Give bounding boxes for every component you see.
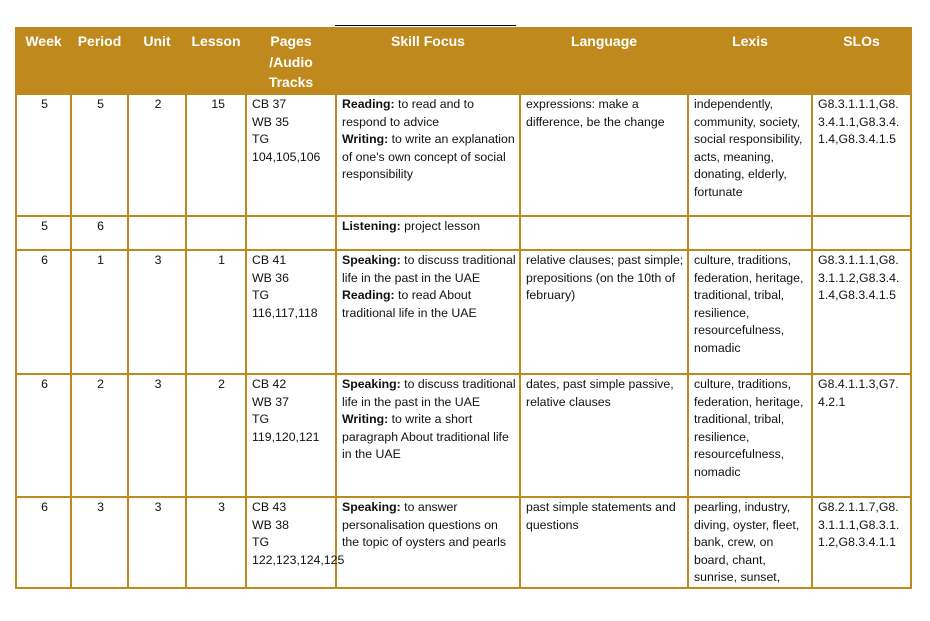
pages-line: CB 41 — [252, 253, 287, 267]
skill-text: to discuss traditional life in the past in the UAE — [342, 253, 516, 285]
week-cell: 6 — [16, 497, 71, 588]
pages-line: 104,105,106 — [252, 149, 321, 164]
unit-cell: 3 — [128, 374, 186, 497]
header-lesson: Lesson — [186, 28, 246, 94]
pages-line: WB 35 — [252, 114, 289, 129]
pages-cell — [246, 497, 345, 588]
table-row — [16, 250, 911, 374]
slos-cell: G8.3.1.1.1,G8.3.1.1.2,G8.3.4.1.4,G8.3.4.1.5 — [812, 250, 911, 374]
pages-cell — [246, 250, 336, 374]
pages-line: WB 36 — [252, 270, 289, 285]
pages-line: CB 37 — [252, 97, 287, 111]
header-period: Period — [71, 28, 128, 94]
skill-label: Speaking: — [342, 253, 401, 267]
skill-text: to answer personalisation questions on the topic of oysters and pearls — [342, 500, 507, 550]
skill-focus-cell — [336, 497, 520, 588]
skill-label: Speaking: — [342, 500, 401, 514]
pages-line: TG — [252, 412, 270, 427]
language-cell: past simple statements and questions — [520, 497, 688, 588]
skill-item — [342, 218, 516, 236]
week-cell: 5 — [16, 216, 71, 250]
table-row — [16, 374, 911, 497]
lesson-plan-table — [15, 27, 912, 589]
skill-text: to read and to respond to advice — [342, 97, 474, 129]
header-slos: SLOs — [812, 28, 911, 94]
slos-cell: G8.3.1.1.1,G8.3.4.1.1,G8.3.4.1.4,G8.3.4.1.5 — [812, 94, 911, 216]
table-row — [16, 216, 911, 250]
header-lexis: Lexis — [688, 28, 812, 94]
unit-cell — [128, 216, 186, 250]
week-cell: 6 — [16, 374, 71, 497]
skill-text: to write an explanation of one's own concept of social responsibility — [342, 132, 515, 182]
period-cell: 1 — [71, 250, 128, 374]
pages-line: WB 38 — [252, 517, 289, 532]
skill-item — [342, 131, 516, 184]
skill-text: to write a short paragraph About traditional life in the UAE — [342, 412, 509, 462]
header-pages: Pages /Audio Tracks — [246, 28, 336, 94]
table-row — [16, 497, 911, 588]
period-cell: 3 — [71, 497, 128, 588]
skill-focus-cell — [336, 374, 520, 497]
skill-item — [342, 96, 516, 131]
lesson-cell: 2 — [186, 374, 246, 497]
header-unit: Unit — [128, 28, 186, 94]
pages-cell — [246, 216, 336, 250]
lexis-cell: independently, community, society, social responsibility, acts, meaning, donating, elderly, fortunate — [688, 94, 812, 216]
header-language: Language — [520, 28, 688, 94]
pages-line: CB 42 — [252, 377, 287, 391]
pages-line: 116,117,118 — [252, 305, 318, 320]
pages-line: TG — [252, 288, 270, 303]
skill-focus-cell — [336, 216, 520, 250]
period-cell: 2 — [71, 374, 128, 497]
skill-label: Speaking: — [342, 377, 401, 391]
table-body — [16, 94, 911, 588]
unit-cell: 3 — [128, 250, 186, 374]
period-cell: 5 — [71, 94, 128, 216]
slos-cell: G8.2.1.1.7,G8.3.1.1.1,G8.3.1.1.2,G8.3.4.1.1 — [812, 497, 911, 588]
skill-text: to discuss traditional life in the past in the UAE — [342, 377, 516, 409]
lesson-cell: 1 — [186, 250, 246, 374]
top-rule — [335, 25, 516, 26]
week-cell: 5 — [16, 94, 71, 216]
period-cell: 6 — [71, 216, 128, 250]
language-cell: expressions: make a difference, be the change — [520, 94, 688, 216]
skill-item — [342, 411, 516, 464]
pages-line: 119,120,121 — [252, 429, 320, 444]
slos-cell: G8.4.1.1.3,G7.4.2.1 — [812, 374, 911, 497]
pages-line: 122,123,124,125 — [252, 552, 345, 567]
pages-line: CB 43 — [252, 500, 287, 514]
header-skill-focus: Skill Focus — [336, 28, 520, 94]
skill-item — [342, 499, 516, 552]
pages-line: WB 37 — [252, 394, 289, 409]
skill-item — [342, 287, 516, 322]
lexis-cell: culture, traditions, federation, heritage, traditional, tribal, resilience, resourcefulness, nomadic — [688, 374, 812, 497]
lexis-cell: pearling, industry, diving, oyster, fleet, bank, crew, on board, chant, sunrise, sunset, — [688, 497, 812, 588]
skill-label: Writing: — [342, 132, 389, 147]
lexis-cell: culture, traditions, federation, heritage, traditional, tribal, resilience, resourcefulness, nomadic — [688, 250, 812, 374]
week-cell: 6 — [16, 250, 71, 374]
language-cell: dates, past simple passive, relative clauses — [520, 374, 688, 497]
unit-cell: 2 — [128, 94, 186, 216]
language-cell — [520, 216, 688, 250]
skill-label: Writing: — [342, 412, 389, 427]
lesson-cell: 3 — [186, 497, 246, 588]
pages-line: TG — [252, 535, 270, 550]
skill-label: Reading: — [342, 97, 395, 111]
skill-label: Reading: — [342, 288, 395, 303]
lesson-cell: 15 — [186, 94, 246, 216]
skill-label: Listening: — [342, 219, 401, 233]
slos-cell — [812, 216, 911, 250]
language-cell: relative clauses; past simple; prepositions (on the 10th of february) — [520, 250, 688, 374]
skill-text: to read About traditional life in the UAE — [342, 288, 477, 320]
header-week: Week — [16, 28, 71, 94]
lesson-cell — [186, 216, 246, 250]
lexis-cell — [688, 216, 812, 250]
skill-text: project lesson — [400, 219, 481, 233]
skill-focus-cell — [336, 250, 520, 374]
header-row — [16, 28, 911, 94]
pages-line: TG — [252, 132, 270, 147]
skill-focus-cell — [336, 94, 520, 216]
pages-cell — [246, 94, 336, 216]
skill-item — [342, 252, 516, 287]
unit-cell: 3 — [128, 497, 186, 588]
table-row — [16, 94, 911, 216]
skill-item — [342, 376, 516, 411]
pages-cell — [246, 374, 336, 497]
